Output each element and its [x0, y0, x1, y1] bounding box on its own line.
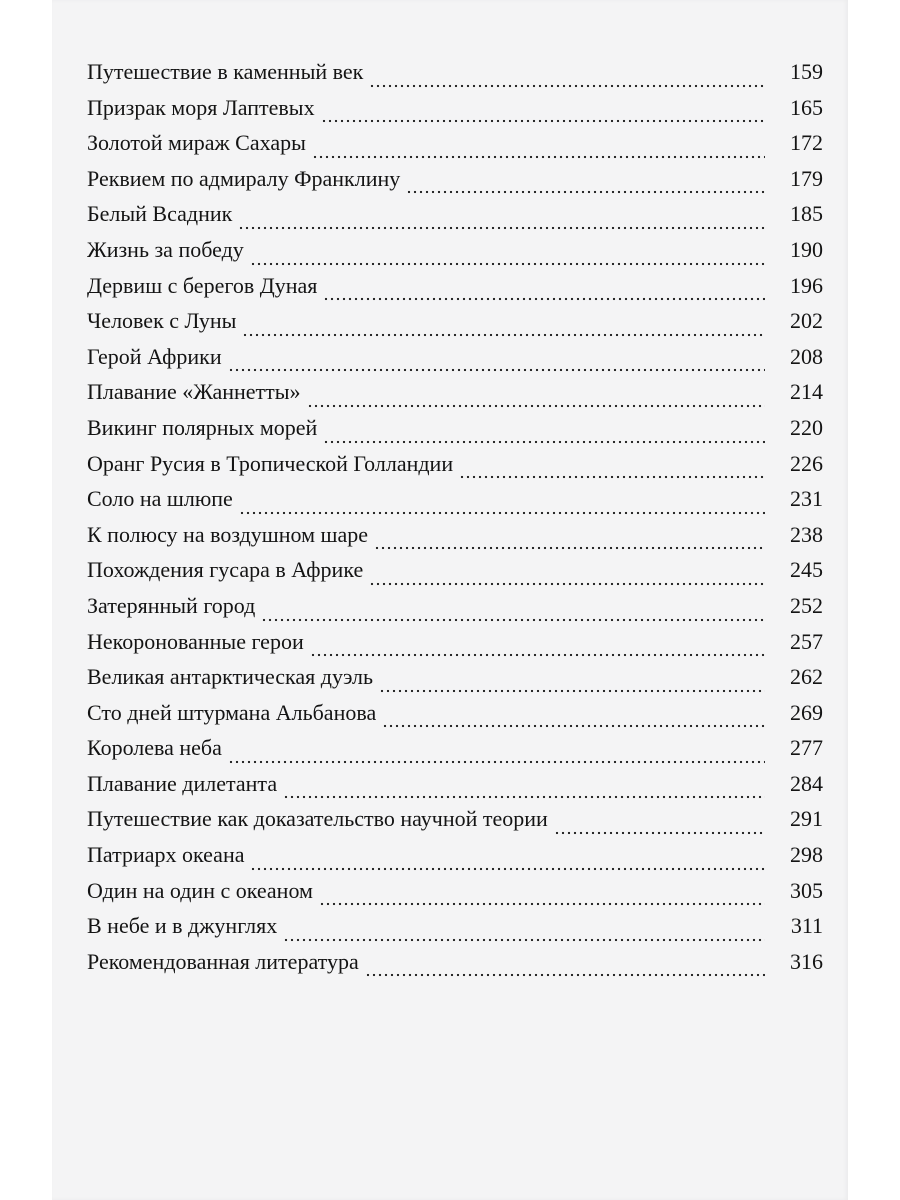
dot-leader — [554, 813, 765, 835]
dot-leader — [321, 101, 765, 123]
toc-entry-page: 245 — [790, 557, 823, 583]
toc-entry-page: 220 — [790, 414, 823, 440]
dot-leader — [374, 528, 765, 550]
toc-entry-title: Оранг Русия в Тропической Голландии — [87, 450, 454, 476]
dot-leader — [323, 422, 765, 444]
toc-entry-title: Сто дней штурмана Альбанова — [87, 699, 377, 725]
toc-entry-page: 214 — [790, 379, 823, 405]
toc-entry — [87, 166, 823, 202]
dot-leader — [283, 920, 765, 942]
dot-leader — [319, 884, 765, 906]
toc-entry-page: 231 — [790, 486, 823, 512]
toc-entry — [87, 344, 823, 380]
toc-entry-title: Герой Африки — [87, 343, 222, 369]
toc-entry — [87, 486, 823, 522]
toc-entry — [87, 95, 823, 131]
toc-entry-page: 311 — [790, 913, 823, 939]
toc-entry — [87, 201, 823, 237]
toc-entry — [87, 878, 823, 914]
toc-entry-title: Белый Всадник — [87, 201, 233, 227]
toc-entry-page: 196 — [790, 272, 823, 298]
toc-entry-title: Дервиш с берегов Дуная — [87, 272, 318, 298]
dot-leader — [379, 671, 765, 693]
toc-entry-page: 291 — [790, 806, 823, 832]
toc-entry-page: 298 — [790, 842, 823, 868]
dot-leader — [250, 849, 765, 871]
dot-leader — [369, 564, 765, 586]
toc-entry — [87, 522, 823, 558]
toc-entry — [87, 806, 823, 842]
toc-entry-page: 277 — [790, 735, 823, 761]
toc-entry-title: Плавание «Жаннетты» — [87, 379, 301, 405]
dot-leader — [459, 457, 765, 479]
toc-entry-title: Соло на шлюпе — [87, 486, 233, 512]
dot-leader — [239, 493, 765, 515]
toc-entry — [87, 379, 823, 415]
toc-entry — [87, 415, 823, 451]
toc-entry — [87, 273, 823, 309]
toc-entry — [87, 593, 823, 629]
toc-entry — [87, 949, 823, 985]
dot-leader — [382, 706, 765, 728]
toc-entry — [87, 451, 823, 487]
toc-entry-title: Рекомендованная литература — [87, 948, 359, 974]
toc-entry-page: 269 — [790, 699, 823, 725]
toc-entry-title: Человек с Луны — [87, 308, 237, 334]
toc-entry-page: 226 — [790, 450, 823, 476]
toc-entry-page: 252 — [790, 592, 823, 618]
toc-entry — [87, 557, 823, 593]
toc-entry-page: 316 — [790, 948, 823, 974]
table-of-contents — [87, 59, 823, 984]
toc-entry-page: 179 — [790, 165, 823, 191]
toc-entry-page: 185 — [790, 201, 823, 227]
toc-entry — [87, 771, 823, 807]
toc-entry-title: Золотой мираж Сахары — [87, 130, 306, 156]
toc-entry-title: Патриарх океана — [87, 842, 245, 868]
toc-entry-page: 305 — [790, 877, 823, 903]
toc-entry-title: Некоронованные герои — [87, 628, 304, 654]
toc-entry-title: Затерянный город — [87, 592, 256, 618]
toc-entry-title: Великая антарктическая дуэль — [87, 664, 374, 690]
toc-entry-title: Королева неба — [87, 735, 222, 761]
toc-entry — [87, 842, 823, 878]
toc-entry — [87, 130, 823, 166]
toc-entry-page: 190 — [790, 236, 823, 262]
toc-entry — [87, 735, 823, 771]
toc-entry-title: Похождения гусара в Африке — [87, 557, 364, 583]
dot-leader — [310, 635, 765, 657]
toc-entry — [87, 913, 823, 949]
dot-leader — [369, 66, 765, 88]
toc-entry-title: Путешествие как доказательство научной теории — [87, 806, 548, 832]
toc-entry-page: 238 — [790, 521, 823, 547]
dot-leader — [307, 386, 765, 408]
toc-entry-page: 208 — [790, 343, 823, 369]
dot-leader — [228, 742, 765, 764]
toc-entry-title: В небе и в джунглях — [87, 913, 278, 939]
toc-entry — [87, 308, 823, 344]
toc-entry-page: 165 — [790, 94, 823, 120]
dot-leader — [283, 777, 765, 799]
toc-entry-page: 202 — [790, 308, 823, 334]
toc-entry-page: 257 — [790, 628, 823, 654]
toc-entry — [87, 700, 823, 736]
toc-entry-page: 159 — [790, 59, 823, 84]
toc-entry-title: Путешествие в каменный век — [87, 59, 364, 84]
toc-entry-title: Реквием по адмиралу Франклину — [87, 165, 401, 191]
dot-leader — [365, 955, 765, 977]
toc-entry-title: Один на один с океаном — [87, 877, 313, 903]
toc-entry-title: Викинг полярных морей — [87, 414, 318, 440]
toc-entry — [87, 59, 823, 95]
toc-entry-title: К полюсу на воздушном шаре — [87, 521, 368, 547]
toc-entry-title: Жизнь за победу — [87, 236, 244, 262]
toc-entry — [87, 664, 823, 700]
toc-entry-page: 172 — [790, 130, 823, 156]
toc-entry-page: 262 — [790, 664, 823, 690]
toc-entry-title: Плавание дилетанта — [87, 770, 278, 796]
dot-leader — [228, 350, 765, 372]
dot-leader — [242, 315, 765, 337]
toc-entry-title: Призрак моря Лаптевых — [87, 94, 315, 120]
dot-leader — [406, 172, 765, 194]
toc-entry — [87, 629, 823, 665]
dot-leader — [261, 600, 765, 622]
toc-entry-page: 284 — [790, 770, 823, 796]
dot-leader — [312, 137, 765, 159]
dot-leader — [238, 208, 765, 230]
toc-entry — [87, 237, 823, 273]
dot-leader — [250, 244, 765, 266]
dot-leader — [323, 279, 765, 301]
